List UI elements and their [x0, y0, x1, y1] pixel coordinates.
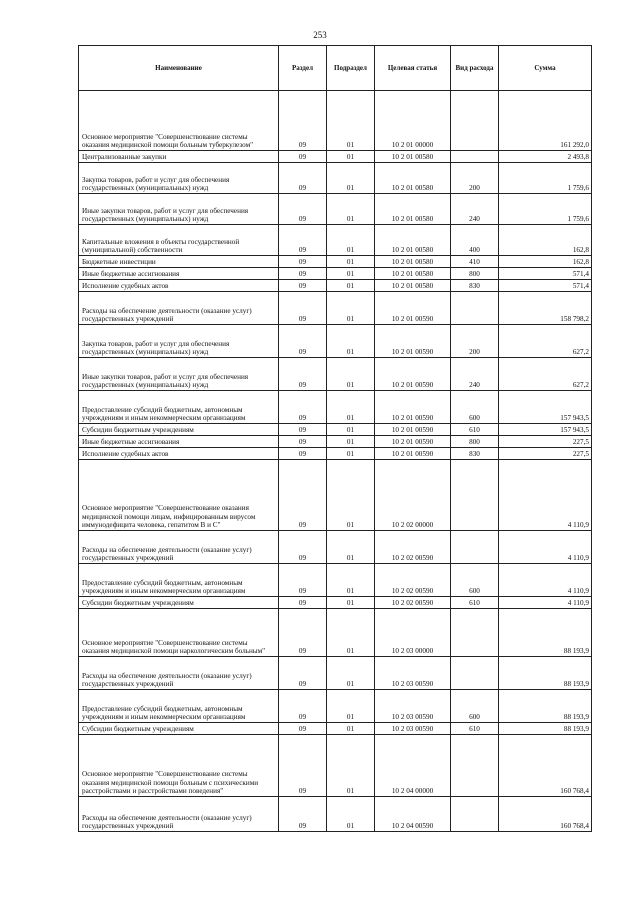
table-row — [79, 723, 592, 735]
cell-expense-type — [451, 531, 499, 564]
cell-expense-type: 240 — [451, 194, 499, 225]
cell-article: 10 2 01 00590 — [375, 391, 451, 424]
cell-section: 09 — [279, 657, 327, 690]
cell-sum: 4 110,9 — [499, 531, 592, 564]
cell-expense-type — [451, 151, 499, 163]
cell-article: 10 2 03 00000 — [375, 609, 451, 657]
cell-name: Иные закупки товаров, работ и услуг для обеспечения государственных (муниципальных) нужд — [79, 358, 279, 391]
cell-article: 10 2 04 00590 — [375, 797, 451, 832]
cell-section: 09 — [279, 194, 327, 225]
header-article: Целевая статья — [375, 46, 451, 91]
cell-name: Расходы на обеспечение деятельности (оказание услуг) государственных учреждений — [79, 531, 279, 564]
cell-expense-type — [451, 460, 499, 531]
cell-sum: 627,2 — [499, 325, 592, 358]
cell-name: Предоставление субсидий бюджетным, автономным учреждениям и иным некоммерческим организациям — [79, 564, 279, 597]
table-row — [79, 657, 592, 690]
cell-sum: 4 110,9 — [499, 460, 592, 531]
table-row — [79, 225, 592, 256]
cell-subsection: 01 — [327, 424, 375, 436]
cell-section: 09 — [279, 436, 327, 448]
cell-subsection: 01 — [327, 723, 375, 735]
cell-sum: 157 943,5 — [499, 424, 592, 436]
cell-subsection: 01 — [327, 564, 375, 597]
cell-subsection: 01 — [327, 292, 375, 325]
table-row — [79, 564, 592, 597]
cell-subsection: 01 — [327, 448, 375, 460]
cell-sum: 4 110,9 — [499, 597, 592, 609]
cell-subsection: 01 — [327, 460, 375, 531]
table-row — [79, 391, 592, 424]
cell-expense-type: 830 — [451, 280, 499, 292]
cell-article: 10 2 04 00000 — [375, 735, 451, 797]
cell-name: Расходы на обеспечение деятельности (оказание услуг) государственных учреждений — [79, 797, 279, 832]
cell-subsection: 01 — [327, 163, 375, 194]
cell-subsection: 01 — [327, 797, 375, 832]
table-row — [79, 448, 592, 460]
cell-section: 09 — [279, 292, 327, 325]
cell-section: 09 — [279, 268, 327, 280]
cell-sum: 162,8 — [499, 225, 592, 256]
cell-section: 09 — [279, 256, 327, 268]
cell-name: Расходы на обеспечение деятельности (оказание услуг) государственных учреждений — [79, 292, 279, 325]
cell-name: Иные бюджетные ассигнования — [79, 436, 279, 448]
cell-section: 09 — [279, 564, 327, 597]
cell-expense-type: 240 — [451, 358, 499, 391]
cell-article: 10 2 01 00580 — [375, 194, 451, 225]
cell-name: Централизованные закупки — [79, 151, 279, 163]
cell-name: Субсидии бюджетным учреждениям — [79, 723, 279, 735]
cell-section: 09 — [279, 690, 327, 723]
cell-sum: 627,2 — [499, 358, 592, 391]
cell-name: Исполнение судебных актов — [79, 448, 279, 460]
cell-article: 10 2 03 00590 — [375, 690, 451, 723]
cell-sum: 227,5 — [499, 448, 592, 460]
cell-section: 09 — [279, 91, 327, 151]
table-row — [79, 690, 592, 723]
cell-subsection: 01 — [327, 735, 375, 797]
cell-sum: 227,5 — [499, 436, 592, 448]
cell-sum: 88 193,9 — [499, 723, 592, 735]
cell-sum: 161 292,0 — [499, 91, 592, 151]
cell-article: 10 2 01 00580 — [375, 256, 451, 268]
cell-name: Основное мероприятие "Совершенствование системы оказания медицинской помощи наркологическим больным" — [79, 609, 279, 657]
table-row — [79, 735, 592, 797]
cell-article: 10 2 01 00590 — [375, 292, 451, 325]
cell-article: 10 2 02 00590 — [375, 531, 451, 564]
cell-sum: 1 759,6 — [499, 194, 592, 225]
cell-subsection: 01 — [327, 268, 375, 280]
cell-subsection: 01 — [327, 690, 375, 723]
cell-article: 10 2 01 00590 — [375, 358, 451, 391]
cell-section: 09 — [279, 151, 327, 163]
cell-section: 09 — [279, 280, 327, 292]
table-row — [79, 194, 592, 225]
cell-expense-type: 610 — [451, 723, 499, 735]
cell-subsection: 01 — [327, 391, 375, 424]
cell-expense-type: 600 — [451, 564, 499, 597]
cell-sum: 162,8 — [499, 256, 592, 268]
cell-article: 10 2 01 00580 — [375, 151, 451, 163]
cell-expense-type: 800 — [451, 268, 499, 280]
cell-sum: 88 193,9 — [499, 690, 592, 723]
cell-section: 09 — [279, 460, 327, 531]
table-row — [79, 424, 592, 436]
table-row — [79, 609, 592, 657]
table-row — [79, 268, 592, 280]
cell-section: 09 — [279, 597, 327, 609]
table-row — [79, 163, 592, 194]
cell-name: Закупка товаров, работ и услуг для обеспечения государственных (муниципальных) нужд — [79, 163, 279, 194]
cell-expense-type: 610 — [451, 424, 499, 436]
cell-name: Предоставление субсидий бюджетным, автономным учреждениям и иным некоммерческим организациям — [79, 690, 279, 723]
cell-sum: 571,4 — [499, 280, 592, 292]
table-row — [79, 436, 592, 448]
cell-section: 09 — [279, 735, 327, 797]
cell-section: 09 — [279, 424, 327, 436]
cell-section: 09 — [279, 358, 327, 391]
cell-article: 10 2 01 00590 — [375, 448, 451, 460]
cell-expense-type: 600 — [451, 690, 499, 723]
cell-name: Бюджетные инвестиции — [79, 256, 279, 268]
cell-article: 10 2 01 00590 — [375, 436, 451, 448]
cell-name: Основное мероприятие "Совершенствование оказания медицинской помощи лицам, инфицированным вирусом иммунодефицита человека, гепатитом В и С" — [79, 460, 279, 531]
cell-section: 09 — [279, 609, 327, 657]
cell-name: Расходы на обеспечение деятельности (оказание услуг) государственных учреждений — [79, 657, 279, 690]
cell-article: 10 2 01 00580 — [375, 280, 451, 292]
header-subsection: Подраздел — [327, 46, 375, 91]
table-row — [79, 358, 592, 391]
cell-article: 10 2 03 00590 — [375, 723, 451, 735]
cell-subsection: 01 — [327, 358, 375, 391]
cell-sum: 88 193,9 — [499, 609, 592, 657]
cell-section: 09 — [279, 531, 327, 564]
cell-sum: 157 943,5 — [499, 391, 592, 424]
cell-section: 09 — [279, 723, 327, 735]
cell-section: 09 — [279, 163, 327, 194]
cell-article: 10 2 02 00590 — [375, 597, 451, 609]
cell-subsection: 01 — [327, 256, 375, 268]
cell-name: Основное мероприятие "Совершенствование системы оказания медицинской помощи больным туберкулезом" — [79, 91, 279, 151]
cell-name: Субсидии бюджетным учреждениям — [79, 597, 279, 609]
table-row — [79, 151, 592, 163]
cell-expense-type: 410 — [451, 256, 499, 268]
cell-article: 10 2 02 00000 — [375, 460, 451, 531]
cell-sum: 2 493,8 — [499, 151, 592, 163]
cell-article: 10 2 01 00580 — [375, 225, 451, 256]
cell-article: 10 2 03 00590 — [375, 657, 451, 690]
table-row — [79, 597, 592, 609]
cell-article: 10 2 01 00580 — [375, 163, 451, 194]
cell-expense-type — [451, 657, 499, 690]
cell-subsection: 01 — [327, 436, 375, 448]
header-expense-type: Вид расхода — [451, 46, 499, 91]
cell-expense-type — [451, 292, 499, 325]
cell-article: 10 2 01 00000 — [375, 91, 451, 151]
cell-article: 10 2 02 00590 — [375, 564, 451, 597]
cell-section: 09 — [279, 225, 327, 256]
cell-name: Исполнение судебных актов — [79, 280, 279, 292]
cell-section: 09 — [279, 325, 327, 358]
cell-sum: 4 110,9 — [499, 564, 592, 597]
cell-section: 09 — [279, 391, 327, 424]
table-row — [79, 280, 592, 292]
page-number: 253 — [313, 30, 327, 40]
cell-name: Закупка товаров, работ и услуг для обеспечения государственных (муниципальных) нужд — [79, 325, 279, 358]
cell-subsection: 01 — [327, 597, 375, 609]
cell-name: Предоставление субсидий бюджетным, автономным учреждениям и иным некоммерческим организациям — [79, 391, 279, 424]
table-row — [79, 531, 592, 564]
table-row — [79, 797, 592, 832]
cell-name: Иные закупки товаров, работ и услуг для обеспечения государственных (муниципальных) нужд — [79, 194, 279, 225]
cell-expense-type: 200 — [451, 325, 499, 358]
header-sum: Сумма — [499, 46, 592, 91]
cell-subsection: 01 — [327, 151, 375, 163]
header-name: Наименование — [79, 46, 279, 91]
cell-article: 10 2 01 00580 — [375, 268, 451, 280]
cell-expense-type: 400 — [451, 225, 499, 256]
header-section: Раздел — [279, 46, 327, 91]
table-row — [79, 91, 592, 151]
cell-sum: 571,4 — [499, 268, 592, 280]
cell-subsection: 01 — [327, 225, 375, 256]
cell-expense-type — [451, 735, 499, 797]
table-row — [79, 256, 592, 268]
cell-subsection: 01 — [327, 657, 375, 690]
cell-name: Субсидии бюджетным учреждениям — [79, 424, 279, 436]
cell-article: 10 2 01 00590 — [375, 424, 451, 436]
cell-sum: 160 768,4 — [499, 797, 592, 832]
cell-subsection: 01 — [327, 609, 375, 657]
table-header-row — [79, 46, 592, 91]
cell-sum: 1 759,6 — [499, 163, 592, 194]
cell-article: 10 2 01 00590 — [375, 325, 451, 358]
cell-expense-type — [451, 797, 499, 832]
table-row — [79, 292, 592, 325]
cell-name: Иные бюджетные ассигнования — [79, 268, 279, 280]
cell-subsection: 01 — [327, 325, 375, 358]
table-row — [79, 325, 592, 358]
cell-sum: 160 768,4 — [499, 735, 592, 797]
cell-expense-type: 800 — [451, 436, 499, 448]
budget-table — [78, 45, 592, 832]
cell-name: Основное мероприятие "Совершенствование системы оказания медицинской помощи больным с психическими расстройствами и расстройствами поведения" — [79, 735, 279, 797]
cell-expense-type: 610 — [451, 597, 499, 609]
cell-sum: 88 193,9 — [499, 657, 592, 690]
cell-expense-type: 830 — [451, 448, 499, 460]
cell-name: Капитальные вложения в объекты государственной (муниципальной) собственности — [79, 225, 279, 256]
cell-expense-type — [451, 91, 499, 151]
cell-subsection: 01 — [327, 91, 375, 151]
cell-expense-type — [451, 609, 499, 657]
cell-sum: 158 798,2 — [499, 292, 592, 325]
cell-subsection: 01 — [327, 280, 375, 292]
cell-expense-type: 200 — [451, 163, 499, 194]
cell-section: 09 — [279, 448, 327, 460]
cell-subsection: 01 — [327, 194, 375, 225]
cell-expense-type: 600 — [451, 391, 499, 424]
cell-section: 09 — [279, 797, 327, 832]
table-row — [79, 460, 592, 531]
cell-subsection: 01 — [327, 531, 375, 564]
